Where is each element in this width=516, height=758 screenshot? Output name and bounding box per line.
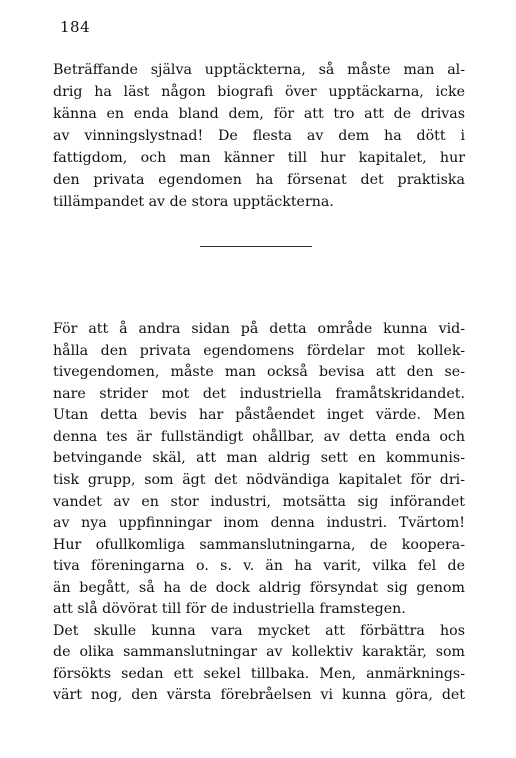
text-line: de olika sammanslutningar av kollektiv karaktär, som bbox=[53, 644, 465, 660]
text-line: För att å andra sidan på detta område kunna vid- bbox=[53, 321, 465, 337]
text-line: Utan detta bevis har påståendet inget värde. Men bbox=[53, 407, 465, 423]
text-line: hålla den privata egendomens fördelar mot kollek- bbox=[53, 343, 465, 359]
text-line: värt nog, den värsta förebråelsen vi kunna göra, det bbox=[53, 687, 465, 703]
text-line: försökts sedan ett sekel tillbaka. Men, anmärknings- bbox=[53, 666, 465, 682]
text-line: tiva föreningarna o. s. v. än ha varit, vilka fel de bbox=[53, 558, 465, 574]
section-divider bbox=[200, 246, 312, 247]
text-line: den privata egendomen ha försenat det praktiska bbox=[53, 172, 465, 188]
text-line: tisk grupp, som ägt det nödvändiga kapitalet för dri- bbox=[53, 472, 465, 488]
text-line: tivegendomen, måste man också bevisa att den se- bbox=[53, 364, 465, 380]
text-line: betvingande skäl, att man aldrig sett en kommunis- bbox=[53, 450, 465, 466]
text-line: känna en enda bland dem, för att tro att de drivas bbox=[53, 106, 465, 122]
text-line: Det skulle kunna vara mycket att förbättra hos bbox=[53, 623, 465, 639]
text-line: drig ha läst någon biografi över upptäckarna, icke bbox=[53, 84, 465, 100]
text-line: av nya uppfinningar inom denna industri. Tvärtom! bbox=[53, 515, 465, 531]
page-number: 184 bbox=[60, 18, 91, 36]
text-line: att slå dövörat till för de industriella framstegen. bbox=[53, 601, 406, 617]
text-line: tillämpandet av de stora upptäckterna. bbox=[53, 194, 334, 210]
text-line: vandet av en stor industri, motsätta sig införandet bbox=[53, 494, 465, 510]
text-line: än begått, så ha de dock aldrig försyndat sig genom bbox=[53, 580, 465, 596]
text-line: fattigdom, och man känner till hur kapitalet, hur bbox=[53, 150, 465, 166]
text-line: Hur ofullkomliga sammanslutningarna, de koopera- bbox=[53, 537, 465, 553]
text-line: nare strider mot det industriella framåtskridandet. bbox=[53, 386, 465, 402]
text-line: denna tes är fullständigt ohållbar, av detta enda och bbox=[53, 429, 465, 445]
text-line: Beträffande själva upptäckterna, så måste man al- bbox=[53, 62, 465, 78]
text-line: av vinningslystnad! De flesta av dem ha dött i bbox=[53, 128, 465, 144]
